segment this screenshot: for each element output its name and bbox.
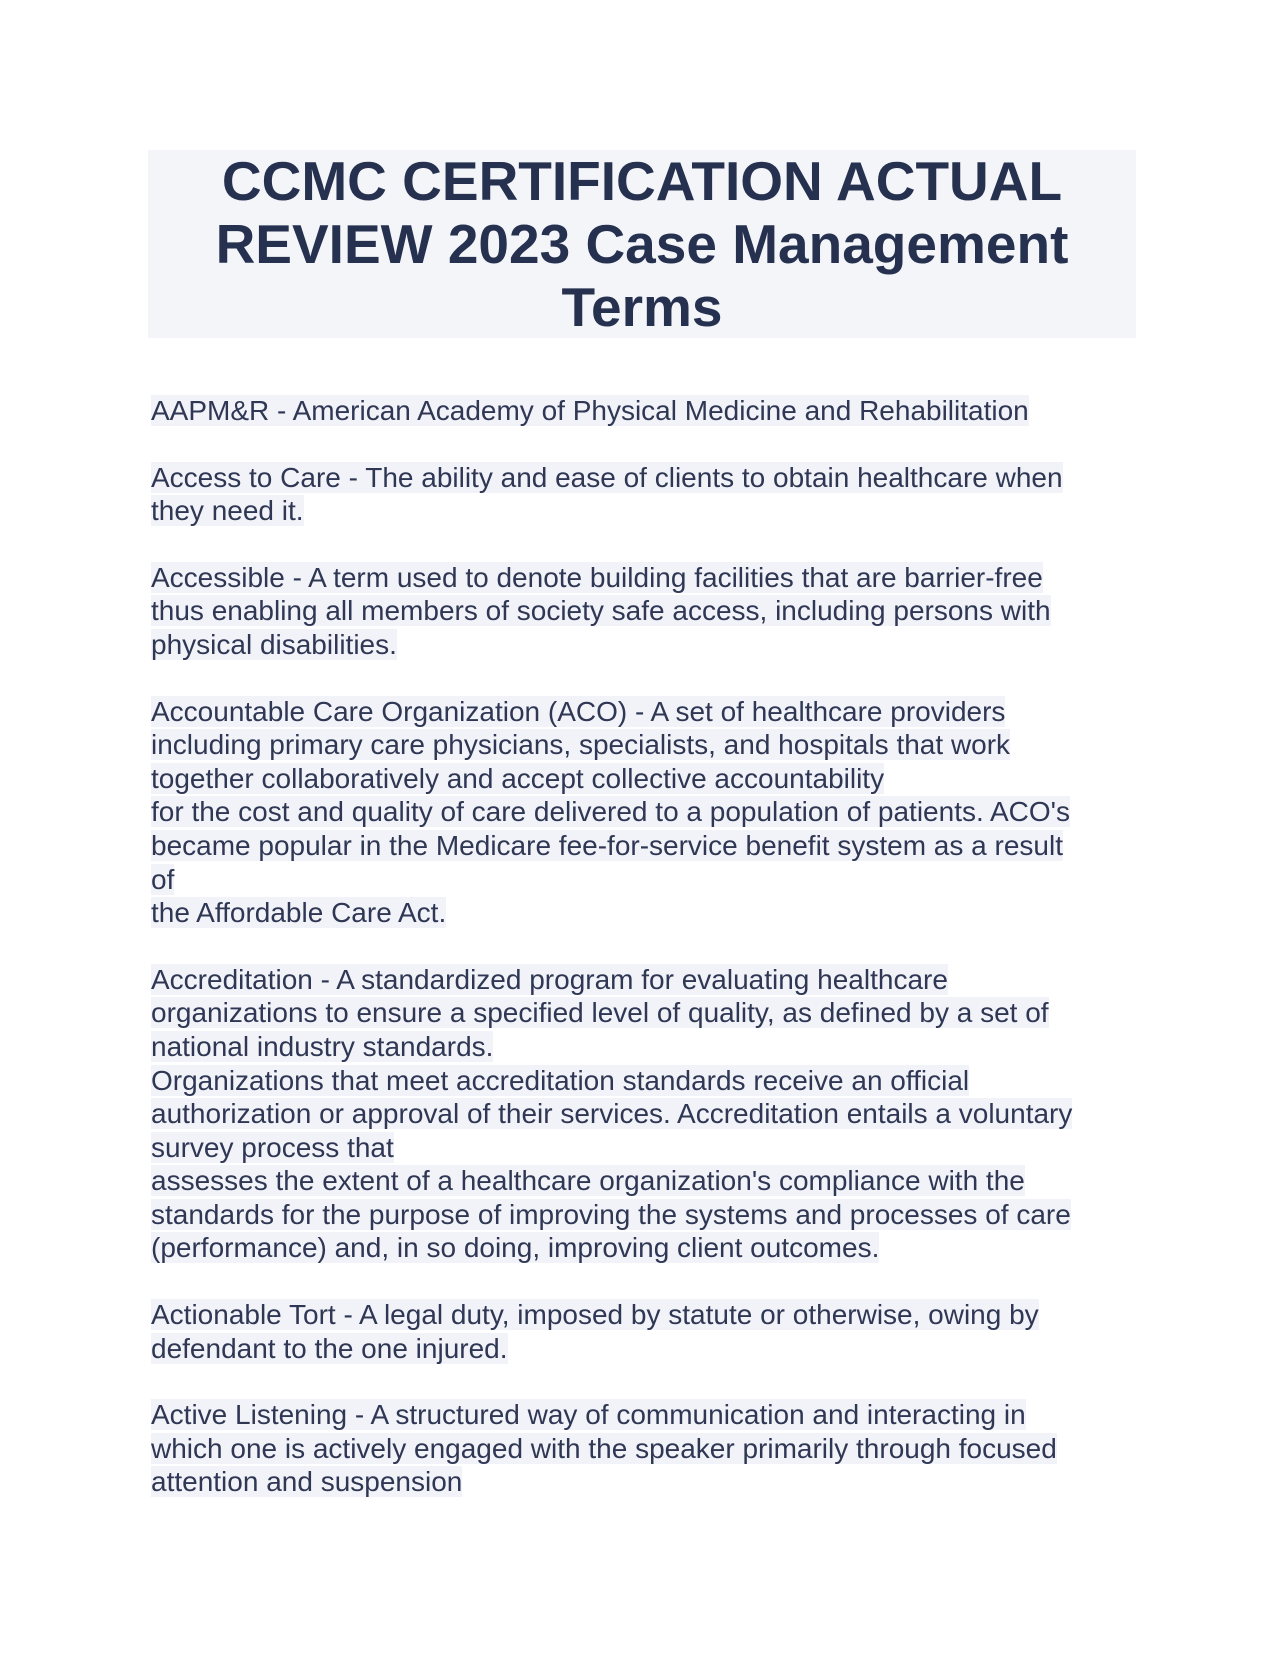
term-line: together collaboratively and accept collective accountability <box>151 762 885 794</box>
term-line: of <box>151 863 175 895</box>
term-line: the Affordable Care Act. <box>151 897 447 929</box>
term-line: Active Listening - A structured way of communication and interacting in <box>151 1399 1026 1431</box>
term-accreditation <box>151 963 1151 1265</box>
term-access-to-care <box>151 461 1151 528</box>
term-line: Actionable Tort - A legal duty, imposed by statute or otherwise, owing by <box>151 1299 1039 1331</box>
term-line: for the cost and quality of care delivered to a population of patients. ACO's <box>151 796 1071 828</box>
term-line: physical disabilities. <box>151 628 397 660</box>
term-aapmr <box>151 394 1151 428</box>
term-line: AAPM&R - American Academy of Physical Medicine and Rehabilitation <box>151 395 1029 426</box>
term-accountable-care-organization <box>151 695 1151 930</box>
term-line: defendant to the one injured. <box>151 1332 508 1364</box>
term-line: (performance) and, in so doing, improving client outcomes. <box>151 1232 880 1264</box>
term-line: thus enabling all members of society safe access, including persons with <box>151 595 1051 627</box>
term-line: organizations to ensure a specified level of quality, as defined by a set of <box>151 997 1049 1029</box>
term-actionable-tort <box>151 1298 1151 1365</box>
term-line: including primary care physicians, specialists, and hospitals that work <box>151 729 1011 761</box>
term-line: standards for the purpose of improving the systems and processes of care <box>151 1198 1071 1230</box>
term-line: became popular in the Medicare fee-for-service benefit system as a result <box>151 829 1063 861</box>
term-line: attention and suspension <box>151 1466 463 1498</box>
term-line: they need it. <box>151 495 304 527</box>
term-active-listening <box>151 1398 1151 1499</box>
term-line: Organizations that meet accreditation standards receive an official <box>151 1064 970 1096</box>
term-line: Access to Care - The ability and ease of clients to obtain healthcare when <box>151 461 1063 493</box>
term-line: national industry standards. <box>151 1030 494 1062</box>
term-line: assesses the extent of a healthcare organization's compliance with the <box>151 1165 1025 1197</box>
page-title <box>162 150 1122 339</box>
term-line: Accountable Care Organization (ACO) - A set of healthcare providers <box>151 695 1006 727</box>
term-line: authorization or approval of their services. Accreditation entails a voluntary <box>151 1098 1073 1130</box>
term-line: survey process that <box>151 1131 394 1163</box>
terms-list <box>151 394 1151 1532</box>
term-line: which one is actively engaged with the speaker primarily through focused <box>151 1432 1057 1464</box>
title-line: CCMC CERTIFICATION ACTUAL <box>221 149 1063 212</box>
title-line: REVIEW 2023 Case Management <box>215 212 1069 275</box>
term-line: Accreditation - A standardized program for evaluating healthcare <box>151 963 948 995</box>
term-accessible <box>151 561 1151 662</box>
term-line: Accessible - A term used to denote building facilities that are barrier-free <box>151 561 1043 593</box>
title-box <box>148 150 1136 338</box>
title-line: Terms <box>561 275 723 338</box>
